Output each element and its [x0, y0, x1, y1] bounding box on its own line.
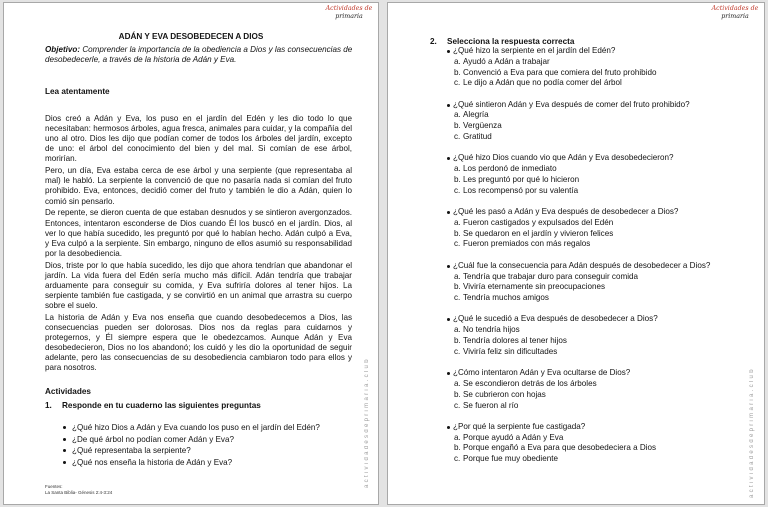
option-letter: b. — [454, 67, 461, 77]
option-letter: c. — [454, 346, 461, 356]
bullet-icon — [447, 318, 450, 321]
bullet-icon — [447, 157, 450, 160]
question-row — [388, 261, 765, 272]
bullet-icon — [63, 449, 66, 452]
option-text: Los perdonó de inmediato — [463, 164, 557, 174]
option-text: Se quedaron en el jardín y vivieron felices — [463, 228, 614, 238]
question-text: ¿Cómo intentaron Adán y Eva ocultarse de Dios? — [453, 368, 631, 378]
logo-line-1: Actividades de — [325, 5, 373, 12]
site-logo — [709, 5, 761, 21]
option-row — [388, 175, 765, 186]
bullet-icon — [447, 426, 450, 429]
list-item — [4, 445, 379, 457]
option-row — [388, 68, 765, 79]
question-group — [388, 46, 765, 89]
option-text: Se fueron al río — [463, 400, 519, 410]
option-row — [388, 325, 765, 336]
question-text: ¿Por qué la serpiente fue castigada? — [453, 421, 586, 431]
option-letter: b. — [454, 389, 461, 399]
question-group — [388, 207, 765, 250]
option-row — [388, 121, 765, 132]
option-letter: a. — [454, 325, 461, 335]
option-text: Tendría dolores al tener hijos — [463, 336, 567, 346]
sources-text: La Santa Biblia- Génesis 2:4-3:24 — [45, 489, 113, 495]
activity-1-instruction: Responde en tu cuaderno las siguientes preguntas — [62, 401, 261, 410]
option-row — [388, 379, 765, 390]
option-letter: a. — [454, 217, 461, 227]
worksheet-page-2 — [387, 2, 765, 505]
question-text: ¿Qué hizo Dios a Adán y Eva cuando los puso en el jardín del Edén? — [72, 423, 320, 432]
option-letter: b. — [454, 121, 461, 131]
question-row — [388, 368, 765, 379]
question-group — [388, 314, 765, 357]
list-item — [4, 457, 379, 469]
option-letter: c. — [454, 293, 461, 303]
option-row — [388, 229, 765, 240]
open-questions-list — [4, 422, 379, 468]
site-logo — [323, 5, 375, 21]
option-row — [388, 401, 765, 412]
option-text: Se cubrieron con hojas — [463, 389, 546, 399]
option-row — [388, 433, 765, 444]
question-group — [388, 261, 765, 304]
option-letter: a. — [454, 56, 461, 66]
activity-2-instruction: Selecciona la respuesta correcta — [447, 37, 575, 46]
option-letter: c. — [454, 78, 461, 88]
option-letter: c. — [454, 400, 461, 410]
option-row — [388, 282, 765, 293]
option-row — [388, 110, 765, 121]
bullet-icon — [63, 461, 66, 464]
option-letter: a. — [454, 271, 461, 281]
question-text: ¿Cuál fue la consecuencia para Adán después de desobedecer a Dios? — [453, 260, 711, 270]
option-row — [388, 390, 765, 401]
question-text: ¿De qué árbol no podían comer Adán y Eva? — [72, 434, 234, 444]
worksheet-page-1 — [3, 2, 379, 505]
watermark-text: actividadesdeprimaria.club — [364, 357, 370, 488]
option-row — [388, 57, 765, 68]
objective-text: Comprender la importancia de la obediencia a Dios y las consecuencias de desobedecerle, a través de la historia de Adán y Eva. — [45, 45, 353, 64]
activity-1-number: 1. — [45, 401, 52, 410]
question-text: ¿Qué hizo la serpiente en el jardín del Edén? — [453, 46, 616, 55]
paragraph: Dios creó a Adán y Eva, los puso en el jardín del Edén y les dio todo lo que necesitaban: hermosos árboles, agua fresca, animales para cuidar, y la compañía del uno al otro. Dios les dijo que podían comer de todos los árboles del jardín, excepto de uno: el árbol del conocimiento del bien y del mal. Si comían de ese árbol, morirían. — [45, 114, 352, 164]
option-text: Fueron premiados con más regalos — [463, 239, 591, 249]
option-row — [388, 293, 765, 304]
question-group — [388, 368, 765, 411]
option-row — [388, 186, 765, 197]
option-text: No tendría hijos — [463, 325, 520, 335]
multiple-choice-list — [388, 46, 765, 476]
option-row — [388, 132, 765, 143]
worksheet-title: ADÁN Y EVA DESOBEDECEN A DIOS — [118, 32, 264, 41]
option-letter: b. — [454, 228, 461, 238]
option-text: Porque engañó a Eva para que desobedeciera a Dios — [463, 443, 657, 453]
bullet-icon — [63, 438, 66, 441]
list-item — [4, 422, 379, 434]
option-text: Vergüenza — [463, 121, 502, 131]
option-letter: c. — [454, 239, 461, 249]
reading-heading: Lea atentamente — [45, 87, 110, 96]
option-text: Le dijo a Adán que no podía comer del árbol — [463, 78, 622, 88]
bullet-icon — [447, 265, 450, 268]
question-group — [388, 100, 765, 143]
option-letter: c. — [454, 132, 461, 142]
option-row — [388, 78, 765, 89]
reading-text — [45, 114, 352, 375]
question-text: ¿Qué le sucedió a Eva después de desobedecer a Dios? — [453, 314, 658, 324]
question-text: ¿Qué representaba la serpiente? — [72, 446, 191, 455]
option-row — [388, 347, 765, 358]
bullet-icon — [447, 104, 450, 107]
option-text: Les preguntó por qué lo hicieron — [463, 174, 580, 184]
option-letter: a. — [454, 432, 461, 442]
option-row — [388, 164, 765, 175]
question-row — [388, 46, 765, 57]
question-row — [388, 314, 765, 325]
option-letter: b. — [454, 336, 461, 346]
question-text: ¿Qué hizo Dios cuando vio que Adán y Eva desobedecieron? — [453, 153, 674, 163]
objective — [45, 45, 365, 65]
bullet-icon — [447, 50, 450, 53]
option-text: Los recompensó por su valentía — [463, 185, 579, 195]
option-text: Tendría que trabajar duro para conseguir comida — [463, 271, 639, 281]
bullet-icon — [447, 211, 450, 214]
option-row — [388, 239, 765, 250]
paragraph: De repente, se dieron cuenta de que estaban desnudos y se sintieron avergonzados. Entonces, intentaron esconderse de Dios cuando Él los buscó en el jardín. Dios, al ver lo que había sucedido, les preguntó por qué lo habían hecho. Adán culpó a Eva, y Eva culpó a la serpiente. Sin embargo, ninguno de ellos asumió su responsabilidad por la desobediencia. — [45, 208, 352, 258]
option-letter: b. — [454, 174, 461, 184]
logo-line-1: Actividades de — [711, 5, 759, 12]
question-group — [388, 422, 765, 465]
question-row — [388, 100, 765, 111]
list-item — [4, 434, 379, 446]
option-text: Porque ayudó a Adán y Eva — [463, 432, 564, 442]
paragraph: Dios, triste por lo que había sucedido, les dijo que ahora tendrían que abandonar el jardín. La vida fuera del Edén sería mucho más difícil. Adán tendría que trabajar arduamente para conseguir su comida, y Eva sufriría dolores al tener hijos. La serpiente también fue castigada, y se convirtió en un animal que arrastra su cuerpo sobre el suelo. — [45, 260, 352, 311]
option-text: Fueron castigados y expulsados del Edén — [463, 217, 614, 227]
activity-2-number: 2. — [430, 37, 437, 46]
option-letter: c. — [454, 454, 461, 464]
option-row — [388, 454, 765, 465]
option-row — [388, 272, 765, 283]
option-text: Gratitud — [463, 132, 492, 142]
option-letter: b. — [454, 443, 461, 453]
option-text: Tendría muchos amigos — [463, 293, 549, 303]
paragraph: Pero, un día, Eva estaba cerca de ese árbol y una serpiente (que representaba al mal) le habló. La serpiente la convenció de que no pasaría nada si comían del fruto prohibido. Eva, entonces, decidió comer del fruto y también le dio a Adán, quien lo comió sin pensarlo. — [45, 166, 352, 206]
bullet-icon — [63, 426, 66, 429]
option-row — [388, 336, 765, 347]
activities-heading: Actividades — [45, 387, 91, 396]
objective-label: Objetivo: — [45, 45, 81, 54]
option-letter: a. — [454, 110, 461, 120]
option-letter: a. — [454, 378, 461, 388]
option-text: Porque fue muy obediente — [463, 454, 558, 464]
logo-line-2: primaria — [721, 13, 749, 20]
question-group — [388, 153, 765, 196]
option-text: Ayudó a Adán a trabajar — [463, 56, 550, 66]
option-row — [388, 218, 765, 229]
watermark-text: actividadesdeprimaria.club — [749, 367, 755, 498]
sources — [45, 484, 112, 495]
question-row — [388, 422, 765, 433]
option-letter: a. — [454, 164, 461, 174]
question-text: ¿Qué les pasó a Adán y Eva después de desobedecer a Dios? — [453, 207, 679, 217]
logo-line-2: primaria — [335, 13, 363, 20]
question-text: ¿Qué sintieron Adán y Eva después de comer del fruto prohibido? — [453, 99, 690, 109]
option-letter: b. — [454, 282, 461, 292]
question-row — [388, 207, 765, 218]
sources-label: Fuentes: — [45, 484, 63, 489]
question-row — [388, 153, 765, 164]
paragraph: La historia de Adán y Eva nos enseña que cuando desobedecemos a Dios, las consecuencias pueden ser dolorosas. Dios nos da reglas para cuidarnos y protegernos, y Él siempre espera que le obedezcamos. Aunque Adán y Eva desobedecieron, Dios no los abandonó; los cuidó y les dio la oportunidad de seguir adelante, pero las consecuencias de su desobediencia cambiaron todo para ellos y para nosotros. — [45, 312, 352, 373]
option-row — [388, 443, 765, 454]
option-text: Viviría eternamente sin preocupaciones — [463, 282, 606, 292]
option-text: Alegría — [463, 110, 489, 120]
option-text: Se escondieron detrás de los árboles — [463, 378, 597, 388]
option-letter: c. — [454, 185, 461, 195]
question-text: ¿Qué nos enseña la historia de Adán y Eva? — [72, 457, 233, 467]
bullet-icon — [447, 372, 450, 375]
option-text: Viviría feliz sin dificultades — [463, 346, 558, 356]
option-text: Convenció a Eva para que comiera del fruto prohibido — [463, 67, 657, 77]
